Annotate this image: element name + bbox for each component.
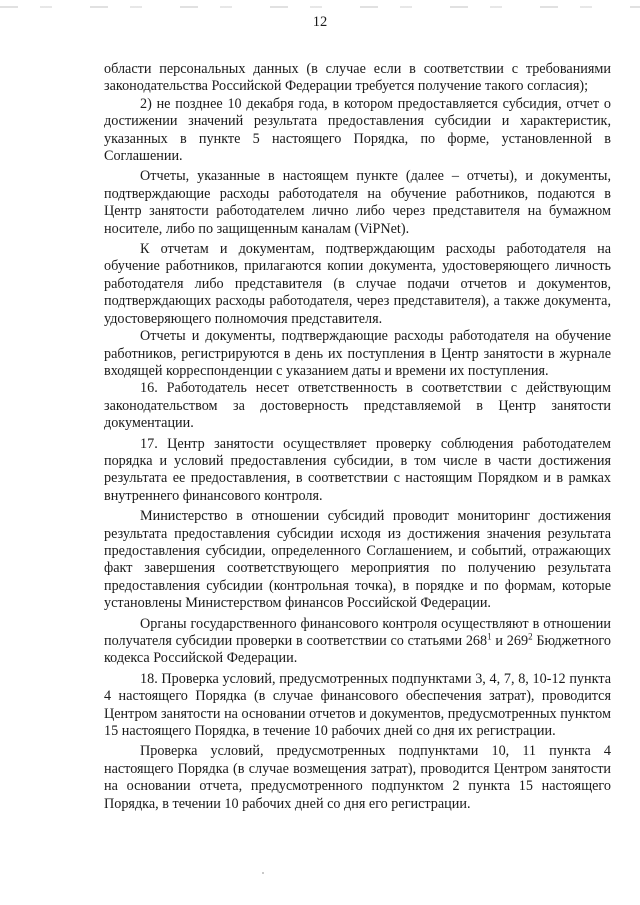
document-body xyxy=(104,61,611,813)
paragraph-report-deadline: 2) не позднее 10 декабря года, в котором предоставляется субсидия, отчет о достижении значений результата предоставления субсидии и характеристик, указанных в пункте 5 настоящего Порядка, по форме, установленной в Соглашении. xyxy=(104,95,611,165)
state-control-text-2: и 269 xyxy=(491,633,529,649)
paragraph-item-16: 16. Работодатель несет ответственность в соответствии с действующим законодательством за достоверность представляемой в Центр занятости документации. xyxy=(104,380,611,432)
scan-speck xyxy=(262,872,264,874)
state-control-text-3: Бюджетного кодекса Российской Федерации. xyxy=(104,633,611,667)
paragraph-registration: Отчеты и документы, подтверждающие расходы работодателя на обучение работников, регистрируются в день их поступления в Центр занятости в журнале входящей корреспонденции с указанием даты и времени их поступления. xyxy=(104,328,611,379)
page-number: 12 xyxy=(312,14,328,30)
paragraph-item-17: 17. Центр занятости осуществляет проверку соблюдения работодателем порядка и условий предоставления субсидии, в том числе в части достижения результата ее предоставления, в соответствии с настоящим Порядком и в рамках внутреннего финансового контроля. xyxy=(104,435,611,504)
state-control-text-1: Органы государственного финансового контроля осуществляют в отношении получателя субсидии проверки в соответствии со статьями 268 xyxy=(104,615,611,649)
scan-artifact-top xyxy=(0,6,640,8)
paragraph-ministry-monitoring: Министерство в отношении субсидий проводит мониторинг достижения результата предоставления субсидии исходя из достижения значения результата предоставления субсидии, определенного Соглашением, и событий, отражающих факт завершения соответствующего мероприятия по получению результата предоставления субсидии (контрольная точка), в порядке и по формам, которые установлены Министерством финансов Российской Федерации. xyxy=(104,508,611,612)
paragraph-consent-end: области персональных данных (в случае если в соответствии с требованиями законодательства Российской Федерации требуется получение такого согласия); xyxy=(104,61,611,95)
paragraph-compensation-check: Проверка условий, предусмотренных подпунктами 10, 11 пункта 4 настоящего Порядка (в случае возмещения затрат), проводится Центром занятости на основании отчета, предусмотренного подпунктом 2 пункта 15 настоящего Порядка, в течении 10 рабочих дней со дня его регистрации. xyxy=(104,743,611,812)
article-269-superscript: 2 xyxy=(528,631,533,642)
paragraph-attached-copies: К отчетам и документам, подтверждающим расходы работодателя на обучение работников, прилагаются копии документа, удостоверяющего личность работодателя либо представителя (в случае подачи отчетов и документов, подтверждающих расходы работодателя, через представителя), а также документа, удостоверяющего полномочия представителя. xyxy=(104,241,611,327)
paragraph-reports-submission: Отчеты, указанные в настоящем пункте (далее – отчеты), и документы, подтверждающие расходы работодателя на обучение работников, подаются в Центр занятости работодателем лично либо через представителя на бумажном носителе, либо по защищенным каналам (ViPNet). xyxy=(104,168,611,237)
paragraph-state-control xyxy=(104,616,611,668)
article-268-superscript: 1 xyxy=(487,631,492,642)
paragraph-item-18: 18. Проверка условий, предусмотренных подпунктами 3, 4, 7, 8, 10-12 пункта 4 настоящего Порядка (в случае финансового обеспечения затрат), проводится Центром занятости на основании отчетов и документов, предусмотренных пунктом 15 настоящего Порядка, в течение 10 рабочих дней со дня их регистрации. xyxy=(104,670,611,740)
